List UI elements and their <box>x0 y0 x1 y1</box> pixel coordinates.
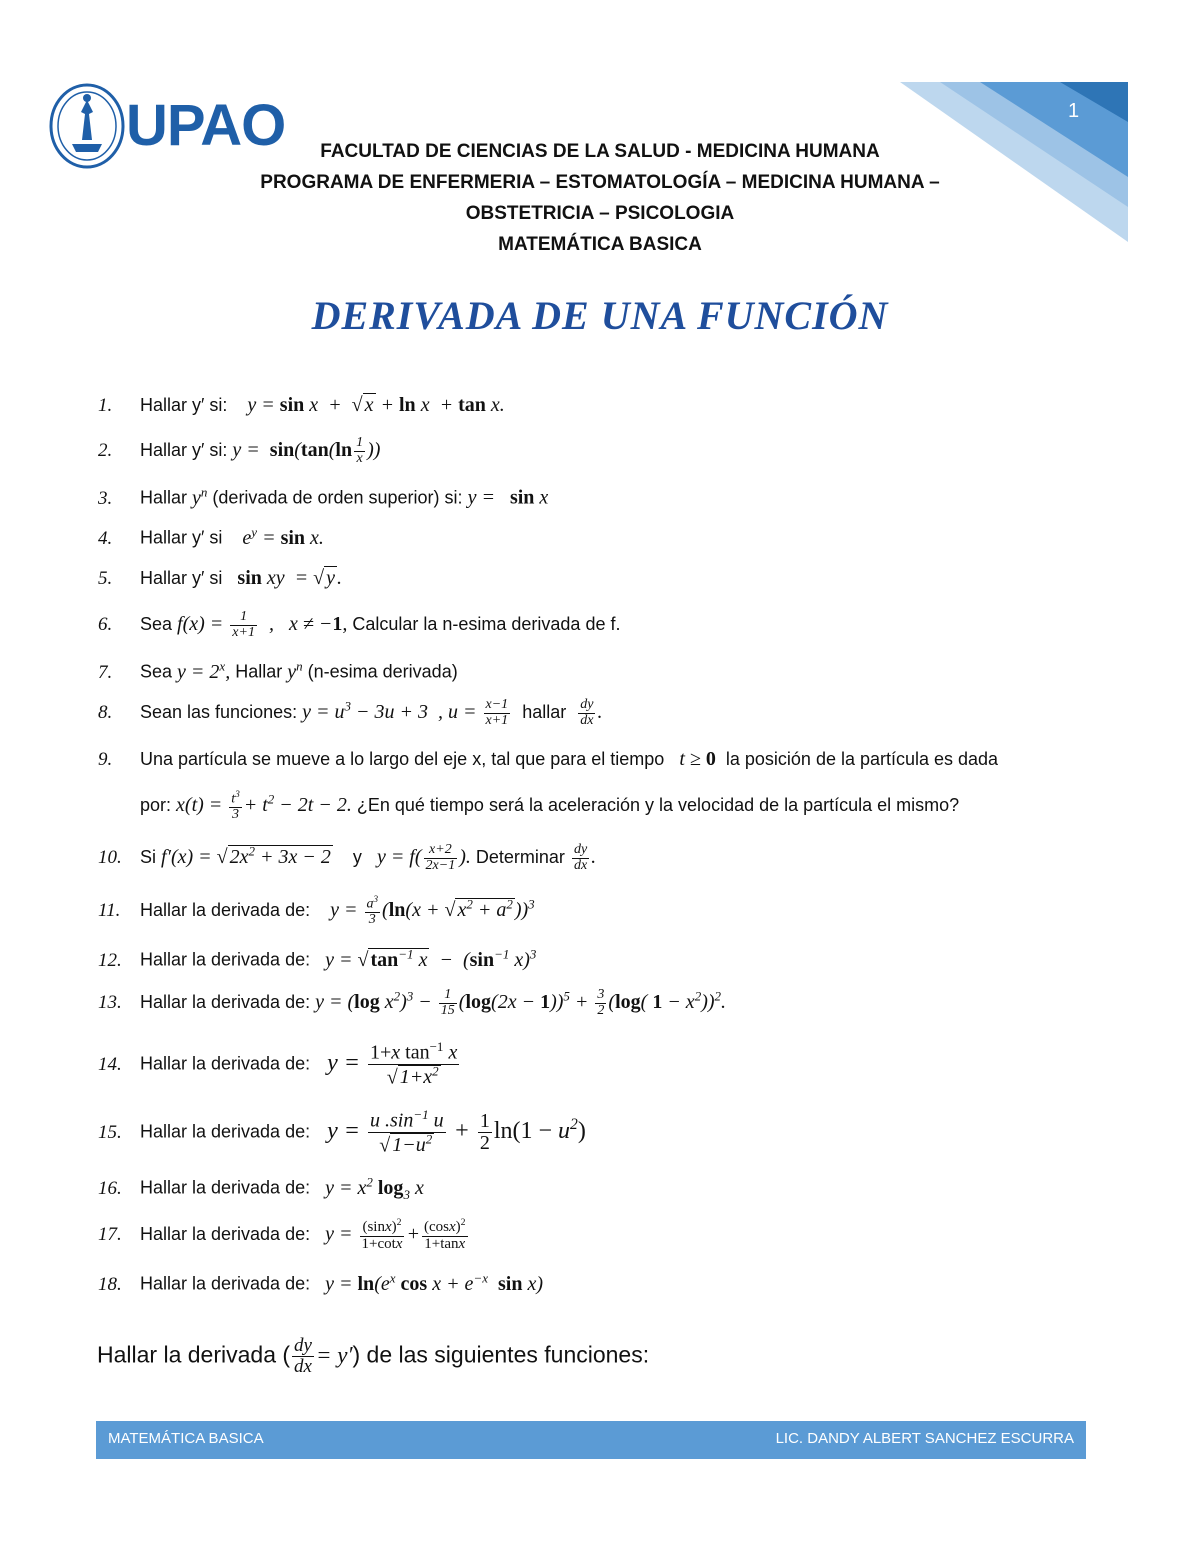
exercise-14: 14. Hallar la derivada de: y = $\frac{1+x \tan^{-1} x}{√ 1+x^2}$ <box>98 1039 458 1089</box>
section-prompt: Hallar la derivada ( $\frac{dy}{dx}$ = y′) de las siguientes funciones: <box>97 1335 650 1377</box>
course-heading: MATEMÁTICA BASICA <box>498 234 702 255</box>
page-number: 1 <box>1068 100 1080 122</box>
exercise-17: 17. Hallar la derivada de: y = $\frac{(\sin x)^2}{1+\cot x}$ + $\frac{(\cos x)^2}{1+\tan x}$ <box>98 1217 466 1252</box>
exercise-11: 11. Hallar la derivada de: y = $\frac{a^3}{3}$ (ln(x + √ $x^2 + a^2$ ))$^3$ <box>98 894 535 928</box>
exercise-10: 10. Si f′(x) = √ $2x^2 + 3x - 2$ y y = f( $\frac{x+2}{2x-1}$ ). Determinar $\frac{dy}{dx}$ . <box>98 842 597 873</box>
program-heading: PROGRAMA DE ENFERMERIA – ESTOMATOLOGÍA – MEDICINA HUMANA – <box>260 172 940 193</box>
logo-text: UPAO <box>126 93 286 158</box>
exercise-4: 4. Hallar y′ si $e^y = \sin x$. <box>98 524 324 549</box>
exercise-7: 7. Sea $y = 2^x$, Hallar $y^n$ (n-esima derivada) <box>98 658 458 683</box>
exercise-1: 1. Hallar y′ si: y = sin x + √ x + ln x + tan x. <box>98 394 505 416</box>
program-heading-cont: OBSTETRICIA – PSICOLOGIA <box>465 203 735 224</box>
exercise-18: 18. Hallar la derivada de: $y = \ln(e^x$ $\cos x + e^{-x}$ sin x) <box>98 1270 543 1295</box>
footer-author: LIC. DANDY ALBERT SANCHEZ ESCURRA <box>775 1430 1074 1447</box>
exercise-15: 15. Hallar la derivada de: y = $\frac{u .\sin^{-1} u}{√ 1-u^2}$ + $\frac{1}{2}$ $\ln(1 - u^2)$ <box>98 1107 586 1157</box>
exercise-8: 8. Sean las funciones: $y = u^3 - 3u + 3$ , u = $\frac{x-1}{x+1}$ hallar $\frac{dy}{dx}$ . <box>98 697 603 728</box>
faculty-heading: FACULTAD DE CIENCIAS DE LA SALUD - MEDICINA HUMANA <box>320 141 880 162</box>
exercise-5: 5. Hallar y′ si sin xy = √ y . <box>98 567 342 589</box>
exercise-6: 6. Sea f(x) = $\frac{1}{x+1}$ , x ≠ −1, Calcular la n-esima derivada de f. <box>98 609 621 640</box>
footer-bar <box>96 1421 1086 1459</box>
footer-course: MATEMÁTICA BASICA <box>108 1430 264 1447</box>
exercise-16: 16. Hallar la derivada de: $y = x^2$ $\log_3 x$ <box>98 1174 424 1202</box>
page-title: DERIVADA DE UNA FUNCIÓN <box>311 293 889 338</box>
exercise-3: 3. Hallar $y^n$ (derivada de orden superior) si: y = sin x <box>98 484 549 509</box>
exercise-9: 9. Una partícula se mueve a lo largo del eje x, tal que para el tiempo t ≥ 0 la posición de la partícula es dada <box>98 748 999 770</box>
exercise-12: 12. Hallar la derivada de: y = √ $\tan^{-1} x - (\sin^{-1}$ x)$^3$ <box>98 946 537 971</box>
exercise-13: 13. Hallar la derivada de: y = (log $x^2)^3$ − $\frac{1}{15}$ $(\log(2x - 1))^5$ + $\frac{3}{2}$ (log( $1 - x^2))^2$. <box>98 987 727 1018</box>
exercise-9-cont: por: x(t) = $\frac{t^3}{3}$ + $t^2 - 2t - 2$. ¿En qué tiempo será la aceleración y la velocidad de la partícula el mismo? <box>140 789 960 823</box>
exercise-2: 2. Hallar y′ si: y = sin(tan(ln $\frac{1}{x}$ )) <box>98 435 381 466</box>
